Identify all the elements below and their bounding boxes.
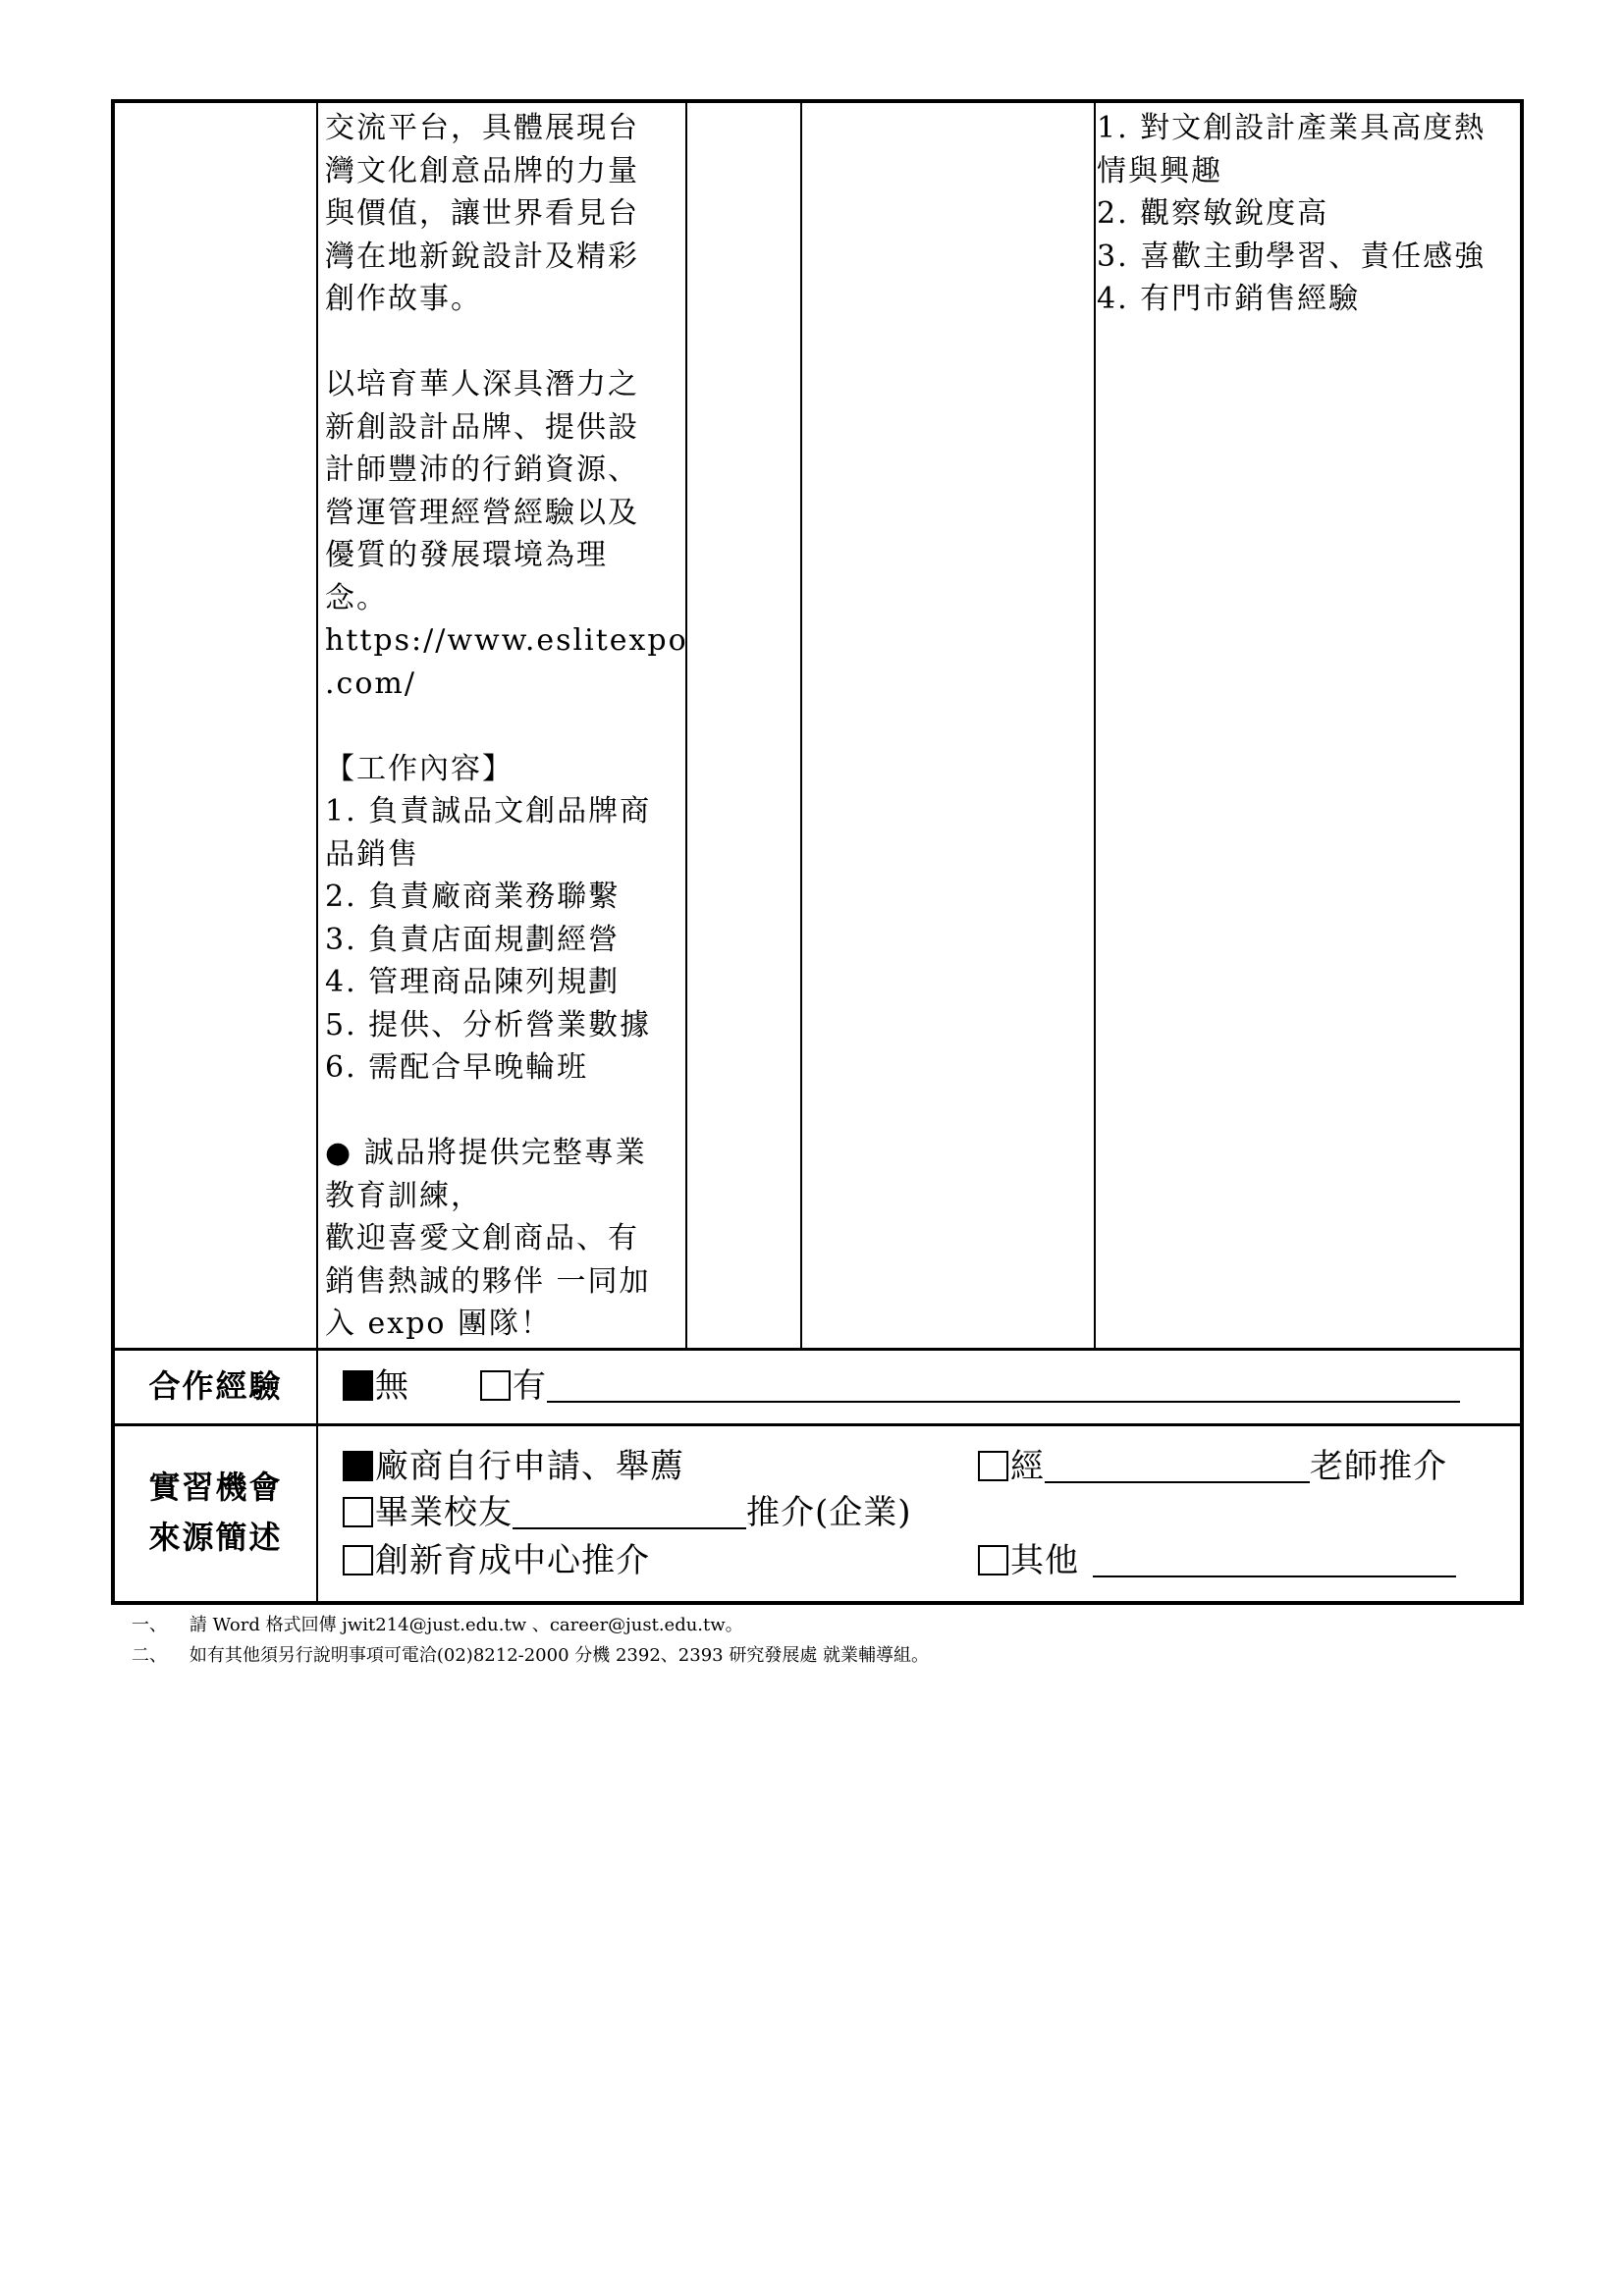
checkbox-checked-icon[interactable]: [343, 1370, 373, 1401]
text-line: 灣在地新銳設計及精彩: [325, 239, 639, 274]
job-detail-row: [115, 103, 1520, 1348]
alumni-name-line[interactable]: [513, 1494, 746, 1529]
source-other-option[interactable]: [978, 1539, 1456, 1582]
other-detail-line[interactable]: [1093, 1542, 1456, 1577]
cooperation-yes-option[interactable]: [480, 1364, 1460, 1408]
text-line: 2. 負責廠商業務聯繫: [325, 880, 621, 914]
option-label: 經: [1010, 1447, 1045, 1486]
text-line: 3. 負責店面規劃經營: [325, 922, 621, 957]
text-line: 4. 管理商品陳列規劃: [325, 965, 621, 999]
text-line: .com/: [325, 666, 416, 701]
text-line: 與價值，讓世界看見台: [325, 196, 639, 231]
text-line: 【工作內容】: [325, 751, 514, 786]
text-line: 5. 提供、分析營業數據: [325, 1007, 652, 1042]
column-divider: [316, 103, 318, 1348]
footnote-1: 一、 請 Word 格式回傳 jwit214@just.edu.tw 、career@just.edu.tw。: [132, 1615, 743, 1635]
text-line: [325, 1090, 678, 1133]
checkbox-checked-icon[interactable]: [343, 1451, 373, 1481]
footnote-2: 二、 如有其他須另行說明事項可電洽(02)8212-2000 分機 2392、2393 研究發展處 就業輔導組。: [132, 1645, 930, 1666]
cooperation-detail-line[interactable]: [547, 1367, 1460, 1403]
checkbox-empty-icon[interactable]: [343, 1545, 373, 1575]
column-divider: [800, 103, 802, 1348]
text-line: 計師豐沛的行銷資源、: [325, 453, 639, 487]
text-line: 銷售熱誠的夥伴 一同加: [325, 1263, 651, 1299]
option-label: 無: [375, 1366, 409, 1406]
teacher-name-line[interactable]: [1045, 1448, 1310, 1483]
text-line: 1. 對文創設計產業具高度熱: [1097, 111, 1487, 145]
text-line: [325, 321, 678, 364]
text-line: 以培育華人深具潛力之: [325, 367, 639, 401]
job-requirements-text: [1097, 107, 1514, 321]
checkbox-empty-icon[interactable]: [480, 1370, 511, 1401]
source-alumni-option[interactable]: [343, 1491, 912, 1534]
source-teacher-option[interactable]: [978, 1445, 1447, 1488]
text-line: [325, 705, 678, 748]
option-label: 老師推介: [1310, 1447, 1447, 1486]
text-line: 優質的發展環境為理: [325, 538, 608, 572]
text-line: 4. 有門市銷售經驗: [1097, 282, 1361, 316]
source-label: [115, 1463, 316, 1563]
text-line: 念。: [325, 580, 388, 615]
job-description-text: [325, 107, 688, 1346]
text-line: 交流平台，具體展現台: [325, 111, 639, 145]
text-line: 灣文化創意品牌的力量: [325, 153, 639, 188]
label-column-divider: [316, 1348, 318, 1605]
text-line: 營運管理經營經驗以及: [325, 495, 639, 530]
text-line: 1. 負責誠品文創品牌商: [325, 794, 652, 828]
source-company-option[interactable]: [343, 1445, 684, 1488]
text-line: 歡迎喜愛文創商品、有: [325, 1221, 639, 1255]
source-label-line: 實習機會: [148, 1468, 283, 1506]
text-line: ● 誠品將提供完整專業: [325, 1136, 647, 1170]
checkbox-empty-icon[interactable]: [343, 1497, 373, 1527]
cooperation-label: 合作經驗: [148, 1367, 283, 1405]
option-label: 廠商自行申請、舉薦: [375, 1447, 684, 1486]
text-line: 6. 需配合早晚輪班: [325, 1050, 589, 1085]
option-label: 創新育成中心推介: [375, 1541, 650, 1580]
text-line: 創作故事。: [325, 282, 482, 316]
option-label: 畢業校友: [375, 1493, 513, 1532]
checkbox-empty-icon[interactable]: [978, 1451, 1008, 1481]
text-line: 2. 觀察敏銳度高: [1097, 196, 1329, 231]
text-line: 入 expo 團隊！: [325, 1307, 553, 1341]
internship-form-table: [111, 99, 1524, 1605]
source-incubator-option[interactable]: [343, 1539, 650, 1582]
column-divider: [1094, 103, 1096, 1348]
option-label: 推介(企業): [746, 1493, 912, 1532]
text-line: 情與興趣: [1097, 153, 1222, 188]
cooperation-none-option[interactable]: [343, 1364, 409, 1408]
row-divider: [115, 1348, 1520, 1351]
column-divider: [685, 103, 687, 1348]
text-line: 教育訓練，: [325, 1178, 482, 1213]
option-label: 其他: [1010, 1541, 1079, 1580]
text-line: 品銷售: [325, 836, 419, 872]
text-line: https://www.eslitexpo: [325, 623, 688, 658]
row-divider: [115, 1423, 1520, 1426]
text-line: 新創設計品牌、提供設: [325, 409, 639, 445]
source-label-line: 來源簡述: [148, 1519, 283, 1556]
checkbox-empty-icon[interactable]: [978, 1545, 1008, 1575]
text-line: 3. 喜歡主動學習、責任感強: [1097, 239, 1487, 274]
option-label: 有: [513, 1366, 547, 1406]
